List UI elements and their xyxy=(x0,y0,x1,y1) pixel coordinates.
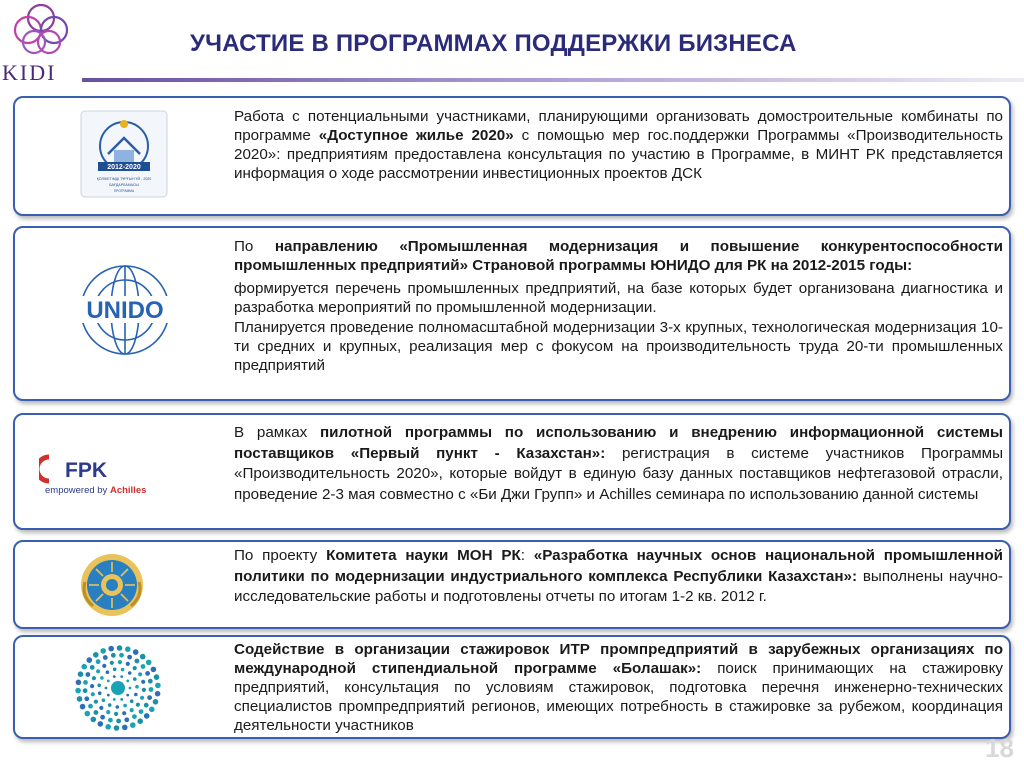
unido-logo-text: UNIDO xyxy=(86,297,164,324)
program-card-fpk xyxy=(13,413,1011,530)
fpk-logo-text: FPK xyxy=(65,459,107,482)
program-card-unido xyxy=(13,226,1011,401)
fpk-achilles-icon xyxy=(39,451,209,497)
fpk-card-text: В рамках пилотной программы по использованию и внедрению информационной системы поставщиков «Первый пункт - Казахстан»: регистрация в системе участников Программы «Производительность 2020», которые войдут в единую базу данных поставщиков нефтегазовой отрасли, проведение 2-3 мая совместно с «Би Джи Групп» и Achilles семинара по использованию данной системы xyxy=(234,424,1003,503)
program-card-bolashak xyxy=(13,635,1011,739)
title-divider xyxy=(82,78,1024,82)
page-title: УЧАСТИЕ В ПРОГРАММАХ ПОДДЕРЖКИ БИЗНЕСА xyxy=(190,30,797,57)
housing-logo-line2: БАҒДАРЛАМАСЫ xyxy=(109,183,139,187)
housing-logo-line1: ҚОЛЖЕТІМДІ ТҰРҒЫН ҮЙ - 2020 xyxy=(96,177,152,181)
kazakhstan-emblem-icon xyxy=(79,552,145,618)
housing-logo-line3: ПРОГРАММА xyxy=(113,189,135,193)
bolashak-icon xyxy=(73,643,163,733)
kidi-logo-text: KIDI xyxy=(2,60,57,85)
svg-text:empowered by Achilles: empowered by Achilles xyxy=(45,485,147,496)
science-card-text: По проекту Комитета науки МОН РК: «Разработка научных основ национальной промышленной политики по модернизации индустриального комплекса Республики Казахстан»: выполнены научно-исследовательские работы и подготовлены отчеты по итогам 1-2 кв. 2012 г. xyxy=(234,547,1003,605)
page-number: 18 xyxy=(985,733,1014,763)
unido-card-text: По направлению «Промышленная модернизация и повышение конкурентоспособности промышленных предприятий» Страновой программы ЮНИДО для РК на 2012-2015 годы: формируется перечень промышленных предприятий, на базе которых будет организована диагностика и разработка мероприятий по промышленной модернизации. Планируется проведение полномасштабной модернизации 3-х крупных, технологическая модернизация 10-ти средних и крупных, реализация мер с фокусом на производительность труда 20-ти промышленных предприятий xyxy=(234,238,1003,374)
housing-logo-years: 2012-2020 xyxy=(107,164,141,171)
program-card-housing xyxy=(13,96,1011,216)
affordable-housing-2020-icon xyxy=(80,110,168,198)
program-card-science xyxy=(13,540,1011,629)
kidi-flower-icon xyxy=(6,0,76,60)
housing-card-text: Работа с потенциальными участниками, планирующими организовать домостроительные комбинаты по программе «Доступное жилье 2020» с помощью мер гос.поддержки Программы «Производительность 2020»: предприятиям предоставлена консультация по участию в Программе, в МИНТ РК представляется информация о ходе рассмотрении инвестиционных проектов ДСК xyxy=(234,108,1003,182)
bolashak-card-text: Содействие в организации стажировок ИТР промпредприятий в зарубежных организациях по международной стипендиальной программе «Болашак»: поиск принимающих на стажировку предприятий, консультация по условиям стажировок, подготовка перечня инженерно-технических специалистов промпредприятий регионов, имеющих потребность в стажировке за рубежом, координация деятельности участников xyxy=(234,641,1003,734)
kidi-logo xyxy=(0,0,84,86)
unido-icon xyxy=(75,260,175,360)
